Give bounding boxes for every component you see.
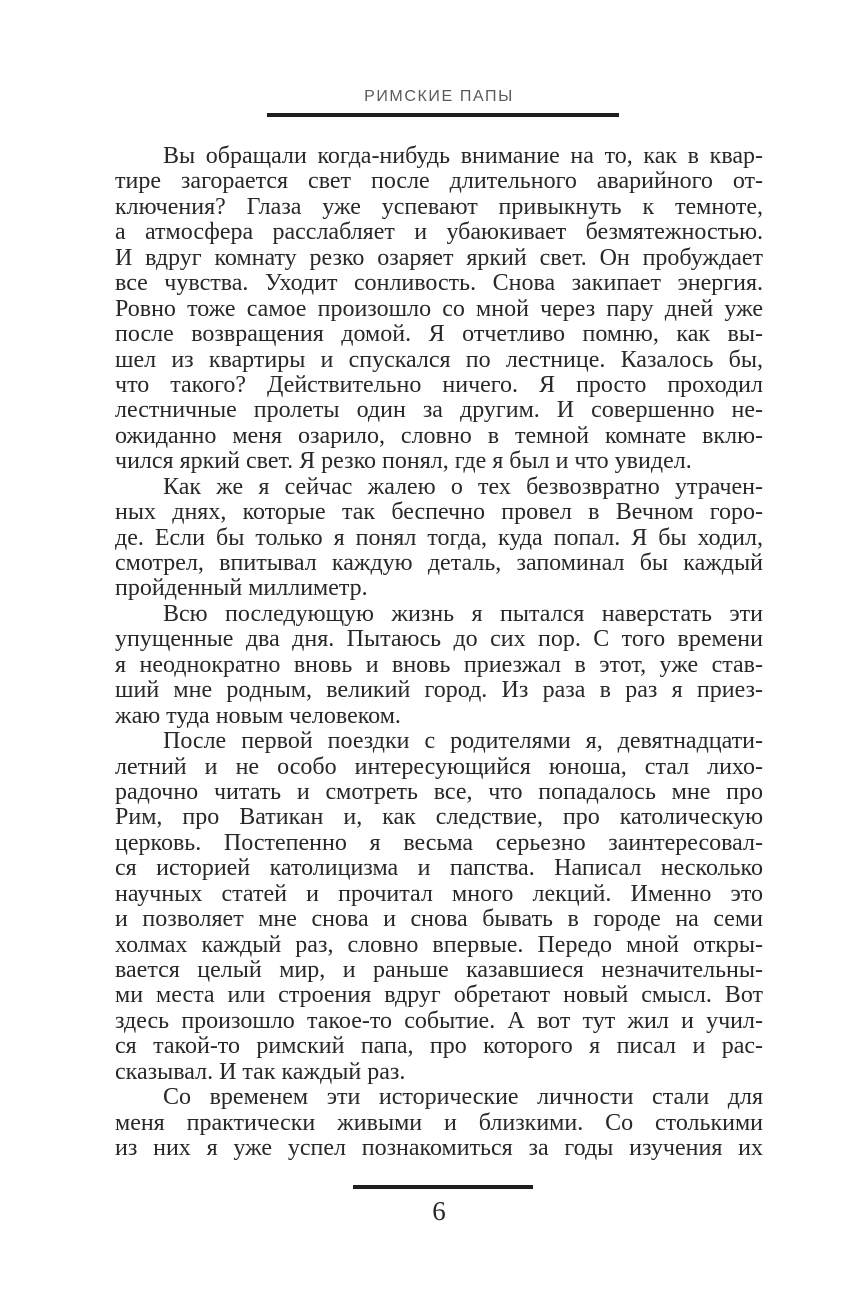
text-line: шел из квартиры и спускался по лестнице. Казалось бы, (115, 347, 763, 373)
text-line: ных днях, которые так беспечно провел в Вечном горо- (115, 500, 763, 526)
text-line: летний и не особо интересующийся юноша, стал лихо- (115, 754, 763, 780)
text-line: ший мне родным, великий город. Из раза в раз я приез- (115, 678, 763, 704)
text-line: все чувства. Уходит сонливость. Снова закипает энергия. (115, 271, 763, 297)
body-text (115, 144, 763, 1162)
text-line: а атмосфера расслабляет и убаюкивает безмятежностью. (115, 220, 763, 246)
text-line: ся историей католицизма и папства. Написал несколько (115, 856, 763, 882)
header-rule (267, 113, 619, 117)
text-line: лестничные пролеты один за другим. И совершенно не- (115, 398, 763, 424)
text-line: Вы обращали когда-нибудь внимание на то, как в квар- (163, 144, 763, 169)
text-line: радочно читать и смотреть все, что попадалось мне про (115, 779, 763, 805)
text-line: жаю туда новым человеком. (115, 703, 401, 729)
text-line: холмах каждый раз, словно впервые. Передо мной откры- (115, 932, 763, 958)
text-line: сказывал. И так каждый раз. (115, 1059, 406, 1085)
text-line: Рим, про Ватикан и, как следствие, про католическую (115, 805, 763, 831)
text-line: я неоднократно вновь и вновь приезжал в этот, уже став- (115, 652, 763, 678)
text-line: упущенные два дня. Пытаюсь до сих пор. С того времени (115, 627, 763, 653)
text-line: тире загорается свет после длительного аварийного от- (115, 169, 763, 195)
text-line: ся такой-то римский папа, про которого я писал и рас- (115, 1034, 763, 1060)
text-line: научных статей и прочитал много лекций. Именно это (115, 881, 763, 907)
text-line: Со временем эти исторические личности стали для (163, 1085, 763, 1111)
text-line: смотрел, впитывал каждую деталь, запоминал бы каждый (115, 551, 763, 576)
text-line: ми места или строения вдруг обретают новый смысл. Вот (115, 983, 763, 1009)
footer-rule (353, 1185, 533, 1189)
text-line: де. Если бы только я понял тогда, куда попал. Я бы ходил, (115, 525, 763, 551)
text-line: меня практически живыми и близкими. Со столькими (115, 1110, 763, 1136)
text-line: церковь. Постепенно я весьма серьезно заинтересовал- (115, 830, 763, 856)
text-line: вается целый мир, и раньше казавшиеся незначительны- (115, 958, 763, 983)
text-line: Как же я сейчас жалею о тех безвозвратно утрачен- (163, 474, 763, 500)
text-line: После первой поездки с родителями я, девятнадцати- (163, 729, 763, 755)
text-line: И вдруг комнату резко озаряет яркий свет. Он пробуждает (115, 245, 763, 271)
text-line: из них я уже успел познакомиться за годы изучения их (115, 1136, 763, 1162)
text-line: чился яркий свет. Я резко понял, где я был и что увидел. (115, 449, 692, 475)
text-line: здесь произошло такое-то событие. А вот тут жил и учил- (115, 1008, 763, 1034)
text-line: после возвращения домой. Я отчетливо помню, как вы- (115, 322, 763, 348)
running-header-title: РИМСКИЕ ПАПЫ (364, 88, 514, 105)
text-line: Ровно тоже самое произошло со мной через пару дней уже (115, 296, 763, 322)
text-line: Всю последующую жизнь я пытался наверстать эти (163, 601, 763, 627)
text-line: что такого? Действительно ничего. Я просто проходил (115, 372, 763, 398)
text-line: и позволяет мне снова и снова бывать в городе на семи (115, 907, 763, 933)
text-line: ожиданно меня озарило, словно в темной комнате вклю- (115, 423, 763, 449)
text-line: ключения? Глаза уже успевают привыкнуть к темноте, (115, 194, 763, 220)
page-number: 6 (432, 1196, 446, 1226)
text-line: пройденный миллиметр. (115, 576, 368, 602)
